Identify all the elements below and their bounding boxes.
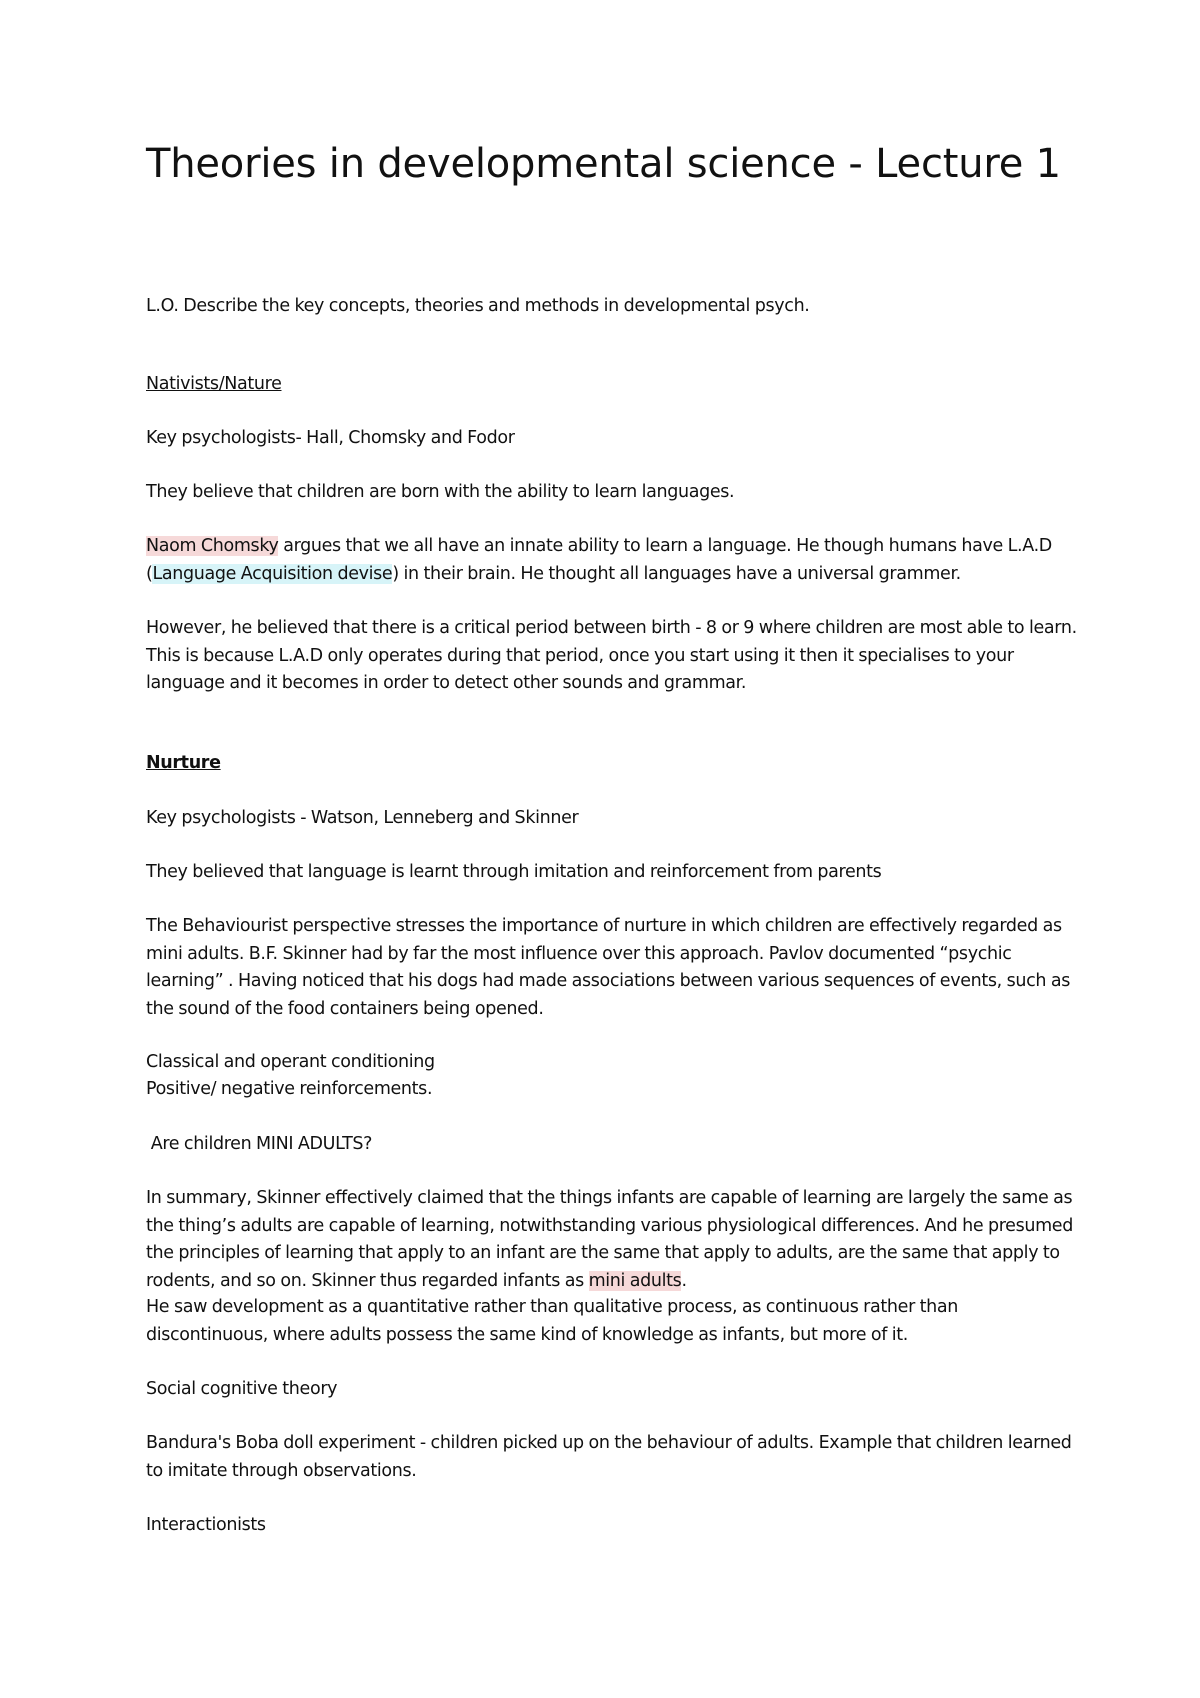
reinforcements-line: Positive/ negative reinforcements. [146,1079,433,1099]
social-cognitive-heading: Social cognitive theory [146,1379,338,1399]
development-paragraph: He saw development as a quantitative rather than qualitative process, as continuous rather than discontinuous, where adults possess the same kind of knowledge as infants, but more of it. [146,1297,959,1345]
nurture-heading: Nurture [146,753,221,773]
summary-text-part-2: . [681,1270,687,1291]
chomsky-text-part-1: argues that we all have an innate ability to learn a language. He though humans have L.A.D ( [146,536,1052,584]
conditioning-line: Classical and operant conditioning [146,1052,435,1072]
document-title: Theories in developmental science - Lecture 1 [146,141,1061,187]
nativists-key-psychologists: Key psychologists- Hall, Chomsky and Fodor [146,428,515,448]
chomsky-name-highlight: Naom Chomsky [146,536,279,556]
lad-expansion-highlight: Language Acquisition devise [152,563,393,584]
nativists-belief: They believe that children are born with the ability to learn languages. [146,482,735,502]
summary-paragraph [146,1185,1081,1295]
summary-text-part-1: In summary, Skinner effectively claimed that the things infants are capable of learning are largely the same as the thing’s adults are capable of learning, notwithstanding various physiological differences. And he presumed the principles of learning that apply to an infant are the same that apply to adults, are the same that apply to rodents, and so on. Skinner thus regarded infants as [146,1188,1073,1291]
mini-adults-question: Are children MINI ADULTS? [146,1134,373,1154]
nurture-belief: They believed that language is learnt through imitation and reinforcement from parents [146,862,882,882]
learning-objective: L.O. Describe the key concepts, theories and methods in developmental psych. [146,296,810,316]
chomsky-paragraph [146,533,1081,588]
nativists-heading: Nativists/Nature [146,374,282,394]
critical-period-paragraph: However, he believed that there is a critical period between birth - 8 or 9 where children are most able to learn. This is because L.A.D only operates during that period, once you start using it then it specialises to your language and it becomes in order to detect other sounds and grammar. [146,618,1077,693]
nurture-key-psychologists: Key psychologists - Watson, Lenneberg and Skinner [146,808,579,828]
behaviourist-paragraph: The Behaviourist perspective stresses the importance of nurture in which children are effectively regarded as mini adults. B.F. Skinner had by far the most influence over this approach. Pavlov documented “psychic learning” . Having noticed that his dogs had made associations between various sequences of events, such as the sound of the food containers being opened. [146,916,1070,1019]
chomsky-text-part-2: ) in their brain. He thought all languages have a universal grammer. [392,563,961,584]
bandura-paragraph: Bandura's Boba doll experiment - children picked up on the behaviour of adults. Example that children learned to imitate through observations. [146,1433,1072,1481]
interactionists-heading: Interactionists [146,1515,266,1535]
mini-adults-highlight: mini adults [588,1270,682,1291]
